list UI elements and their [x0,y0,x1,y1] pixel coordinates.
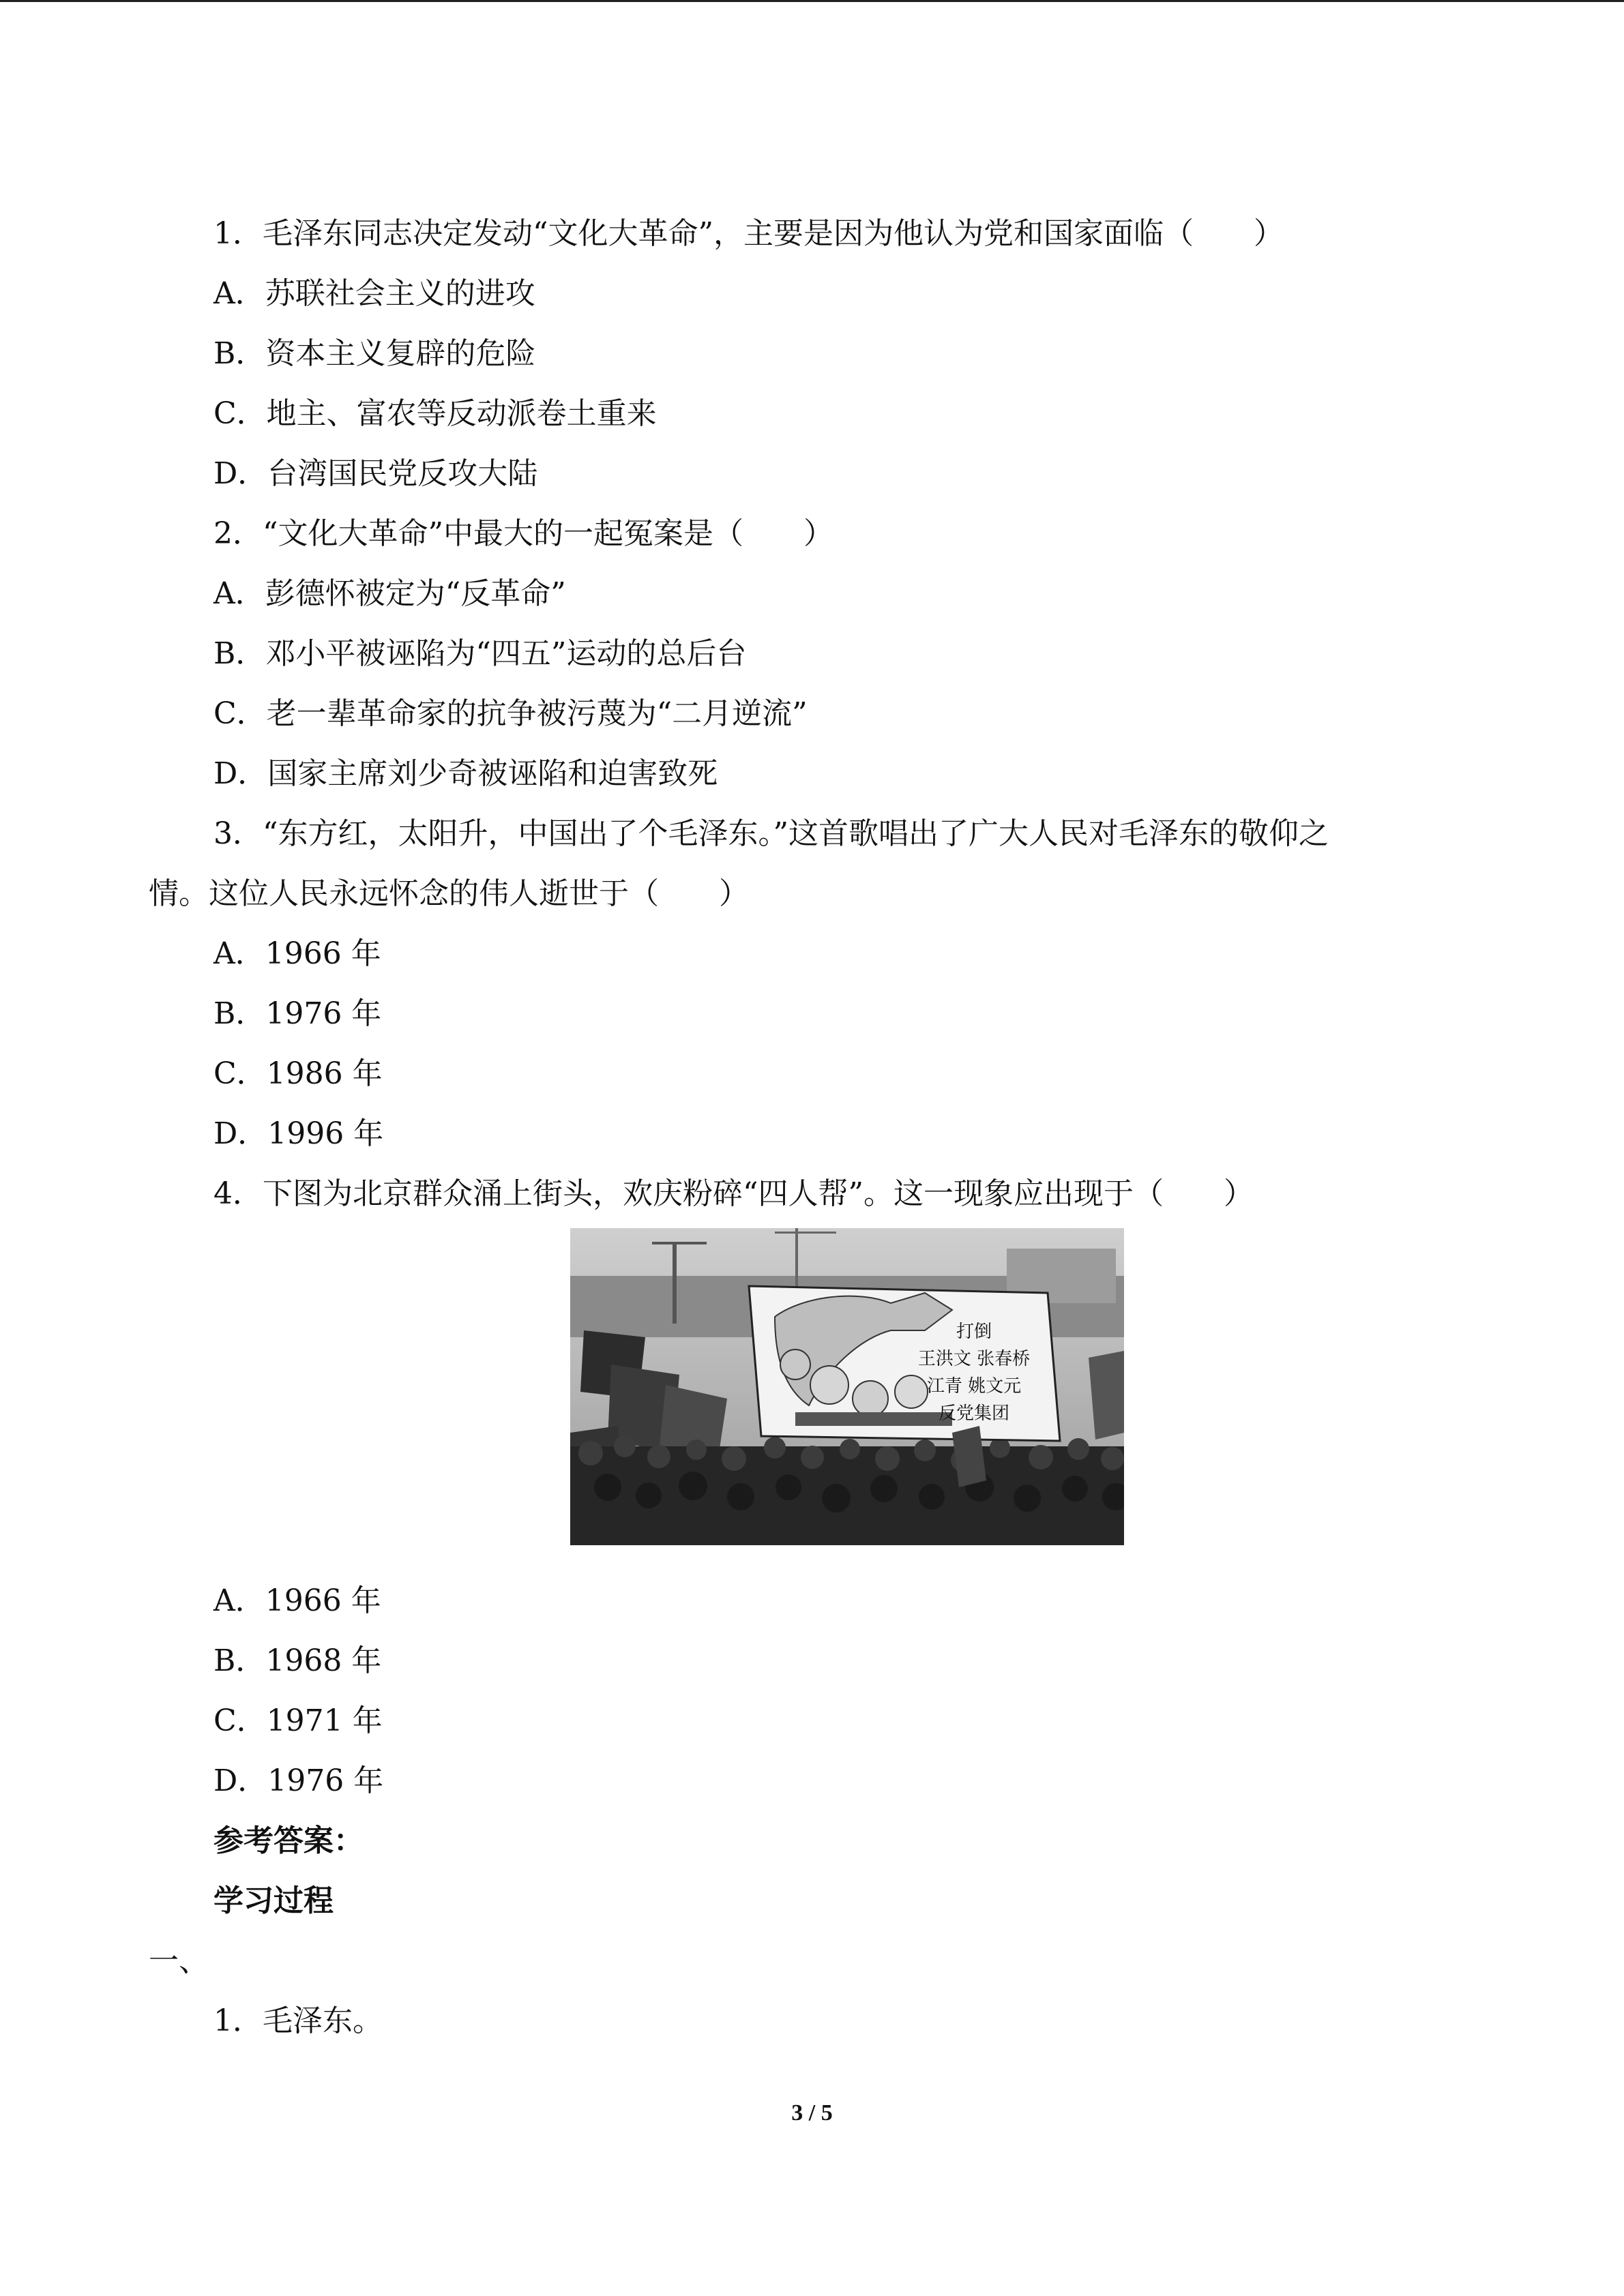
question-4-option-b: B．1968 年 [213,1643,382,1678]
question-4-option-d: D．1976 年 [213,1763,384,1798]
question-2-stem: 2．“文化大革命”中最大的一起冤案是（ ） [213,516,833,551]
photo-illustration [570,1228,1124,1545]
placard-line-4: 反党集团 [938,1403,1010,1424]
question-3-option-d: D．1996 年 [213,1116,384,1151]
question-2-option-b: B．邓小平被诬陷为“四五”运动的总后台 [213,636,747,671]
question-1-stem: 1．毛泽东同志决定发动“文化大革命”，主要是因为他认为党和国家面临（ ） [213,216,1284,251]
question-3-stem-line1: 3．“东方红，太阳升，中国出了个毛泽东。”这首歌唱出了广大人民对毛泽东的敬仰之 [213,816,1329,851]
answer-1: 1．毛泽东。 [213,2003,383,2038]
question-4-option-a: A．1966 年 [213,1583,381,1618]
crowd-celebration-photo [570,1228,1124,1545]
question-1-option-d: D．台湾国民党反攻大陆 [213,456,538,491]
question-4-option-c: C．1971 年 [213,1703,383,1738]
question-2-option-c: C．老一辈革命家的抗争被污蔑为“二月逆流” [213,696,808,731]
question-2-option-d: D．国家主席刘少奇被诬陷和迫害致死 [213,756,718,791]
placard-line-1: 打倒 [956,1322,992,1342]
part-label: 一、 [149,1943,209,1978]
question-3-stem-line2: 情。这位人民永远怀念的伟人逝世于（ ） [149,876,749,911]
top-border [0,0,1624,2]
page-number: 3 / 5 [791,2100,833,2126]
question-3-option-a: A．1966 年 [213,936,381,971]
question-2-option-a: A．彭德怀被定为“反革命” [213,576,566,611]
section-title: 学习过程 [213,1883,334,1918]
placard-line-3: 江青 姚文元 [926,1376,1022,1397]
question-1-option-c: C．地主、富农等反动派卷土重来 [213,396,657,431]
question-1-option-a: A．苏联社会主义的进攻 [213,276,535,311]
question-1-option-b: B．资本主义复辟的危险 [213,336,536,371]
answers-heading: 参考答案： [213,1823,364,1858]
question-3-option-b: B．1976 年 [213,996,382,1031]
question-4-stem: 4．下图为北京群众涌上街头，欢庆粉碎“四人帮”。这一现象应出现于（ ） [213,1176,1254,1211]
placard [749,1286,1060,1441]
placard-line-2: 王洪文 张春桥 [917,1349,1031,1369]
question-3-option-c: C．1986 年 [213,1056,383,1091]
